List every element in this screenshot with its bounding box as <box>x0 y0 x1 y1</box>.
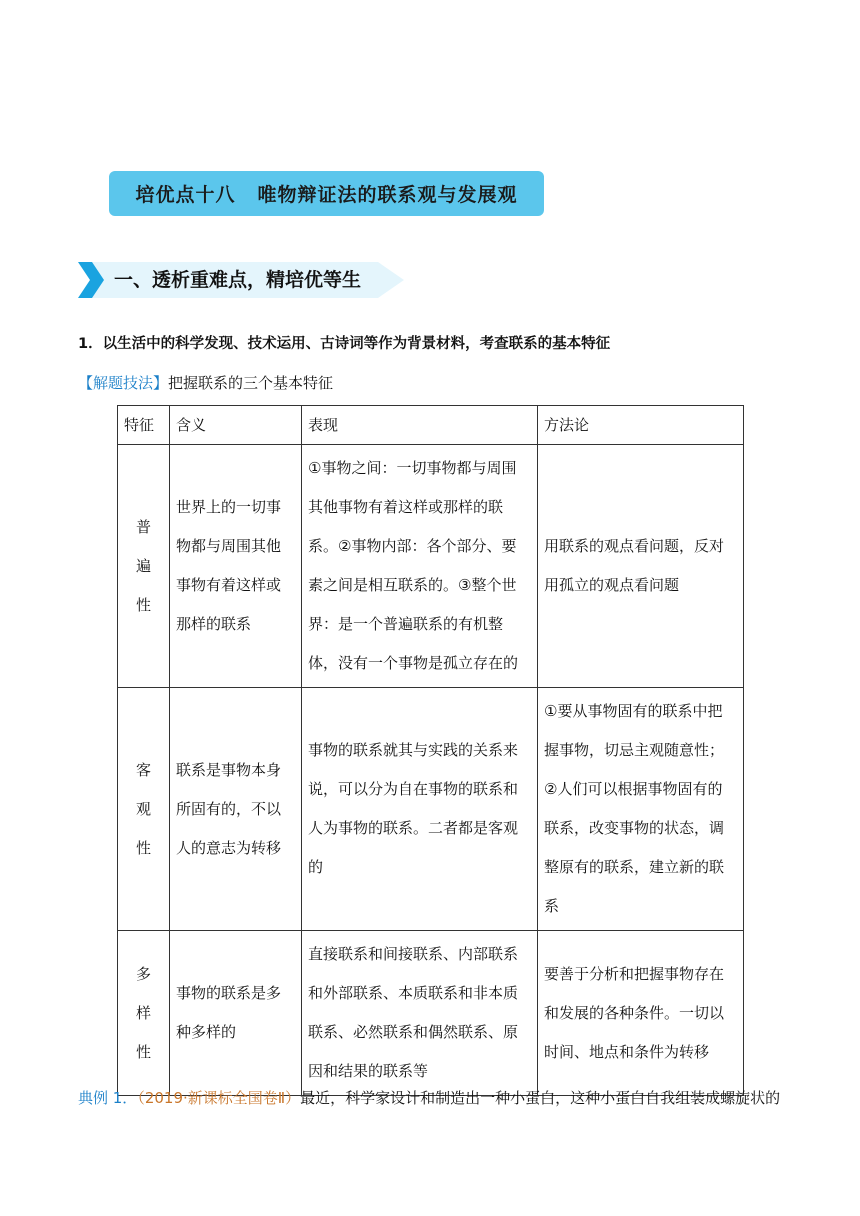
tip-line <box>78 372 333 393</box>
tip-tag: 【解题技法】 <box>78 374 169 392</box>
methodology-cell: 用联系的观点看问题，反对用孤立的观点看问题 <box>538 445 744 688</box>
header-performance: 表现 <box>302 406 538 445</box>
example-text: 最近，科学家设计和制造出一种小蛋白，这种小蛋白自我组装成螺旋状的 <box>300 1089 781 1107</box>
title-part2: 唯物辩证法的联系观与发展观 <box>257 184 518 206</box>
feature-cell: 多 样 性 <box>118 931 170 1096</box>
header-meaning: 含义 <box>170 406 302 445</box>
meaning-cell: 世界上的一切事物都与周围其他事物有着这样或那样的联系 <box>170 445 302 688</box>
header-feature: 特征 <box>118 406 170 445</box>
section-banner <box>78 262 404 298</box>
methodology-cell: 要善于分析和把握事物存在和发展的各种条件。一切以时间、地点和条件为转移 <box>538 931 744 1096</box>
methodology-cell: ①要从事物固有的联系中把握事物，切忌主观随意性；②人们可以根据事物固有的联系，改变事物的状态，调整原有的联系，建立新的联系 <box>538 688 744 931</box>
meaning-cell: 联系是事物本身所固有的，不以人的意志为转移 <box>170 688 302 931</box>
table-row <box>118 688 744 931</box>
performance-cell: 直接联系和间接联系、内部联系和外部联系、本质联系和非本质联系、必然联系和偶然联系、原因和结果的联系等 <box>302 931 538 1096</box>
performance-cell: 事物的联系就其与实践的关系来说，可以分为自在事物的联系和人为事物的联系。二者都是客观的 <box>302 688 538 931</box>
table-header-row <box>118 406 744 445</box>
section-label: 一、透析重难点，精培优等生 <box>114 269 362 291</box>
table-row <box>118 931 744 1096</box>
document-title <box>109 171 544 216</box>
feature-cell: 客 观 性 <box>118 688 170 931</box>
meaning-cell: 事物的联系是多种多样的 <box>170 931 302 1096</box>
example-source: （2019·新课标全国卷Ⅱ） <box>137 1089 301 1107</box>
table-row <box>118 445 744 688</box>
features-table <box>117 405 744 1096</box>
performance-cell: ①事物之间：一切事物都与周围其他事物有着这样或那样的联系。②事物内部：各个部分、要素之间是相互联系的。③整个世界：是一个普遍联系的有机整体，没有一个事物是孤立存在的 <box>302 445 538 688</box>
tip-text: 把握联系的三个基本特征 <box>168 374 334 392</box>
feature-cell: 普 遍 性 <box>118 445 170 688</box>
example-line <box>78 1087 780 1108</box>
title-part1: 培优点十八 <box>135 184 236 206</box>
header-methodology: 方法论 <box>538 406 744 445</box>
example-tag: 典例 1． <box>78 1089 138 1107</box>
question-heading: 1．以生活中的科学发现、技术运用、古诗词等作为背景材料，考查联系的基本特征 <box>78 336 611 352</box>
